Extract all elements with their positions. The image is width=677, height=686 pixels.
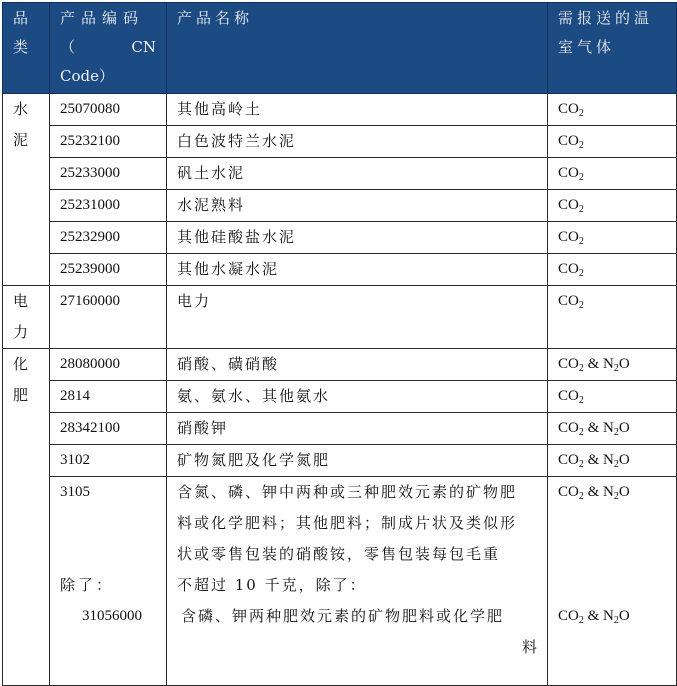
- category-cement: [3, 94, 50, 286]
- table-row: [3, 286, 677, 349]
- exclusion-gas-value: $CO_2$ & $N_2O$: [558, 608, 630, 626]
- header-category-char-2: 类: [13, 38, 33, 56]
- table-row: [3, 477, 677, 686]
- table-row: [3, 126, 677, 158]
- cn-code-cell: 25232900: [50, 222, 167, 254]
- product-name-cell: 氨、氨水、其他氨水: [167, 381, 548, 413]
- header-gas-line2: 室气体: [558, 38, 616, 56]
- name-line: 状或零售包装的硝酸铵，零售包装每包毛重: [177, 545, 501, 563]
- header-product-name: 产品名称: [167, 3, 548, 94]
- product-name-cell: 其他硅酸盐水泥: [167, 222, 548, 254]
- gas-cell: $CO_2$: [548, 381, 677, 413]
- cn-code-cell: 25233000: [50, 158, 167, 190]
- cn-code-cell: [50, 477, 167, 686]
- gas-cell: $CO_2$: [548, 222, 677, 254]
- gas-cell: $CO_2$: [548, 158, 677, 190]
- product-name-cell: 其他高岭土: [167, 94, 548, 126]
- header-cn-code-line3: Code）: [60, 67, 114, 85]
- header-cn-code-line2: [60, 33, 166, 62]
- gas-cell: $CO_2$: [548, 286, 677, 349]
- header-row: [3, 3, 677, 94]
- header-cn-code-line1: 产品编码: [60, 9, 145, 27]
- name-line: 料或化学肥料；其他肥料；制成片状及类似形: [177, 514, 518, 532]
- cn-code-3105: 3105: [60, 484, 90, 500]
- table-row: [3, 158, 677, 190]
- cn-code-cell: 27160000: [50, 286, 167, 349]
- exclusion-label: 除了：: [60, 576, 115, 594]
- category-fertilizer: [3, 349, 50, 686]
- table-row: [3, 381, 677, 413]
- exclusion-name-tail: 料: [521, 638, 539, 656]
- header-cn-paren: （: [60, 38, 76, 56]
- header-gas: [548, 3, 677, 94]
- product-name-cell: 硝酸钾: [167, 413, 548, 445]
- product-name-cell: 其他水凝水泥: [167, 254, 548, 286]
- name-line: 含氮、磷、钾中两种或三种肥效元素的矿物肥: [177, 483, 518, 501]
- table-row: [3, 445, 677, 477]
- table-row: [3, 190, 677, 222]
- gas-cell: $CO_2$ & $N_2O$: [548, 445, 677, 477]
- header-cn-code: [50, 3, 167, 94]
- category-char: 电: [13, 292, 29, 310]
- table-row: [3, 222, 677, 254]
- cn-code-cell: 25070080: [50, 94, 167, 126]
- category-char: 力: [13, 323, 29, 341]
- gas-cell: $CO_2$: [548, 190, 677, 222]
- header-cn-label: CN: [131, 38, 156, 56]
- gas-cell: $CO_2$ & $N_2O$: [548, 349, 677, 381]
- gas-cell: $CO_2$: [548, 94, 677, 126]
- category-char: 水: [13, 100, 29, 118]
- cn-code-cell: 28342100: [50, 413, 167, 445]
- cn-code-cell: 28080000: [50, 349, 167, 381]
- category-electricity: [3, 286, 50, 349]
- exclusion-code: 31056000: [82, 608, 142, 624]
- cn-code-cell: 25231000: [50, 190, 167, 222]
- cn-code-cell: 25232100: [50, 126, 167, 158]
- product-name-cell: 矿物氮肥及化学氮肥: [167, 445, 548, 477]
- product-name-cell: 白色波特兰水泥: [167, 126, 548, 158]
- cn-code-cell: 25239000: [50, 254, 167, 286]
- name-line: 不超过 10 千克，除了：: [177, 576, 367, 594]
- table-row: [3, 94, 677, 126]
- gas-cell: $CO_2$ & $N_2O$: [548, 413, 677, 445]
- cn-code-cell: 3102: [50, 445, 167, 477]
- cbam-product-table: [2, 2, 677, 686]
- table-row: [3, 349, 677, 381]
- gas-cell: $CO_2$: [548, 254, 677, 286]
- gas-value: $CO_2$ & $N_2O$: [558, 484, 630, 502]
- category-char: 泥: [13, 131, 29, 149]
- gas-cell: [548, 477, 677, 686]
- category-char: 肥: [13, 386, 29, 404]
- exclusion-name-line: 含磷、钾两种肥效元素的矿物肥料或化学肥: [181, 607, 505, 625]
- product-name-cell: [167, 477, 548, 686]
- product-name-cell: 水泥熟料: [167, 190, 548, 222]
- product-name-cell: 矾土水泥: [167, 158, 548, 190]
- table-row: [3, 413, 677, 445]
- gas-cell: $CO_2$: [548, 126, 677, 158]
- table-row: [3, 254, 677, 286]
- cn-code-cell: 2814: [50, 381, 167, 413]
- header-category: [3, 3, 50, 94]
- product-name-cell: 硝酸、磺硝酸: [167, 349, 548, 381]
- product-name-cell: 电力: [167, 286, 548, 349]
- header-category-char-1: 品: [13, 9, 33, 27]
- category-char: 化: [13, 355, 29, 373]
- header-gas-line1: 需报送的温: [558, 9, 654, 27]
